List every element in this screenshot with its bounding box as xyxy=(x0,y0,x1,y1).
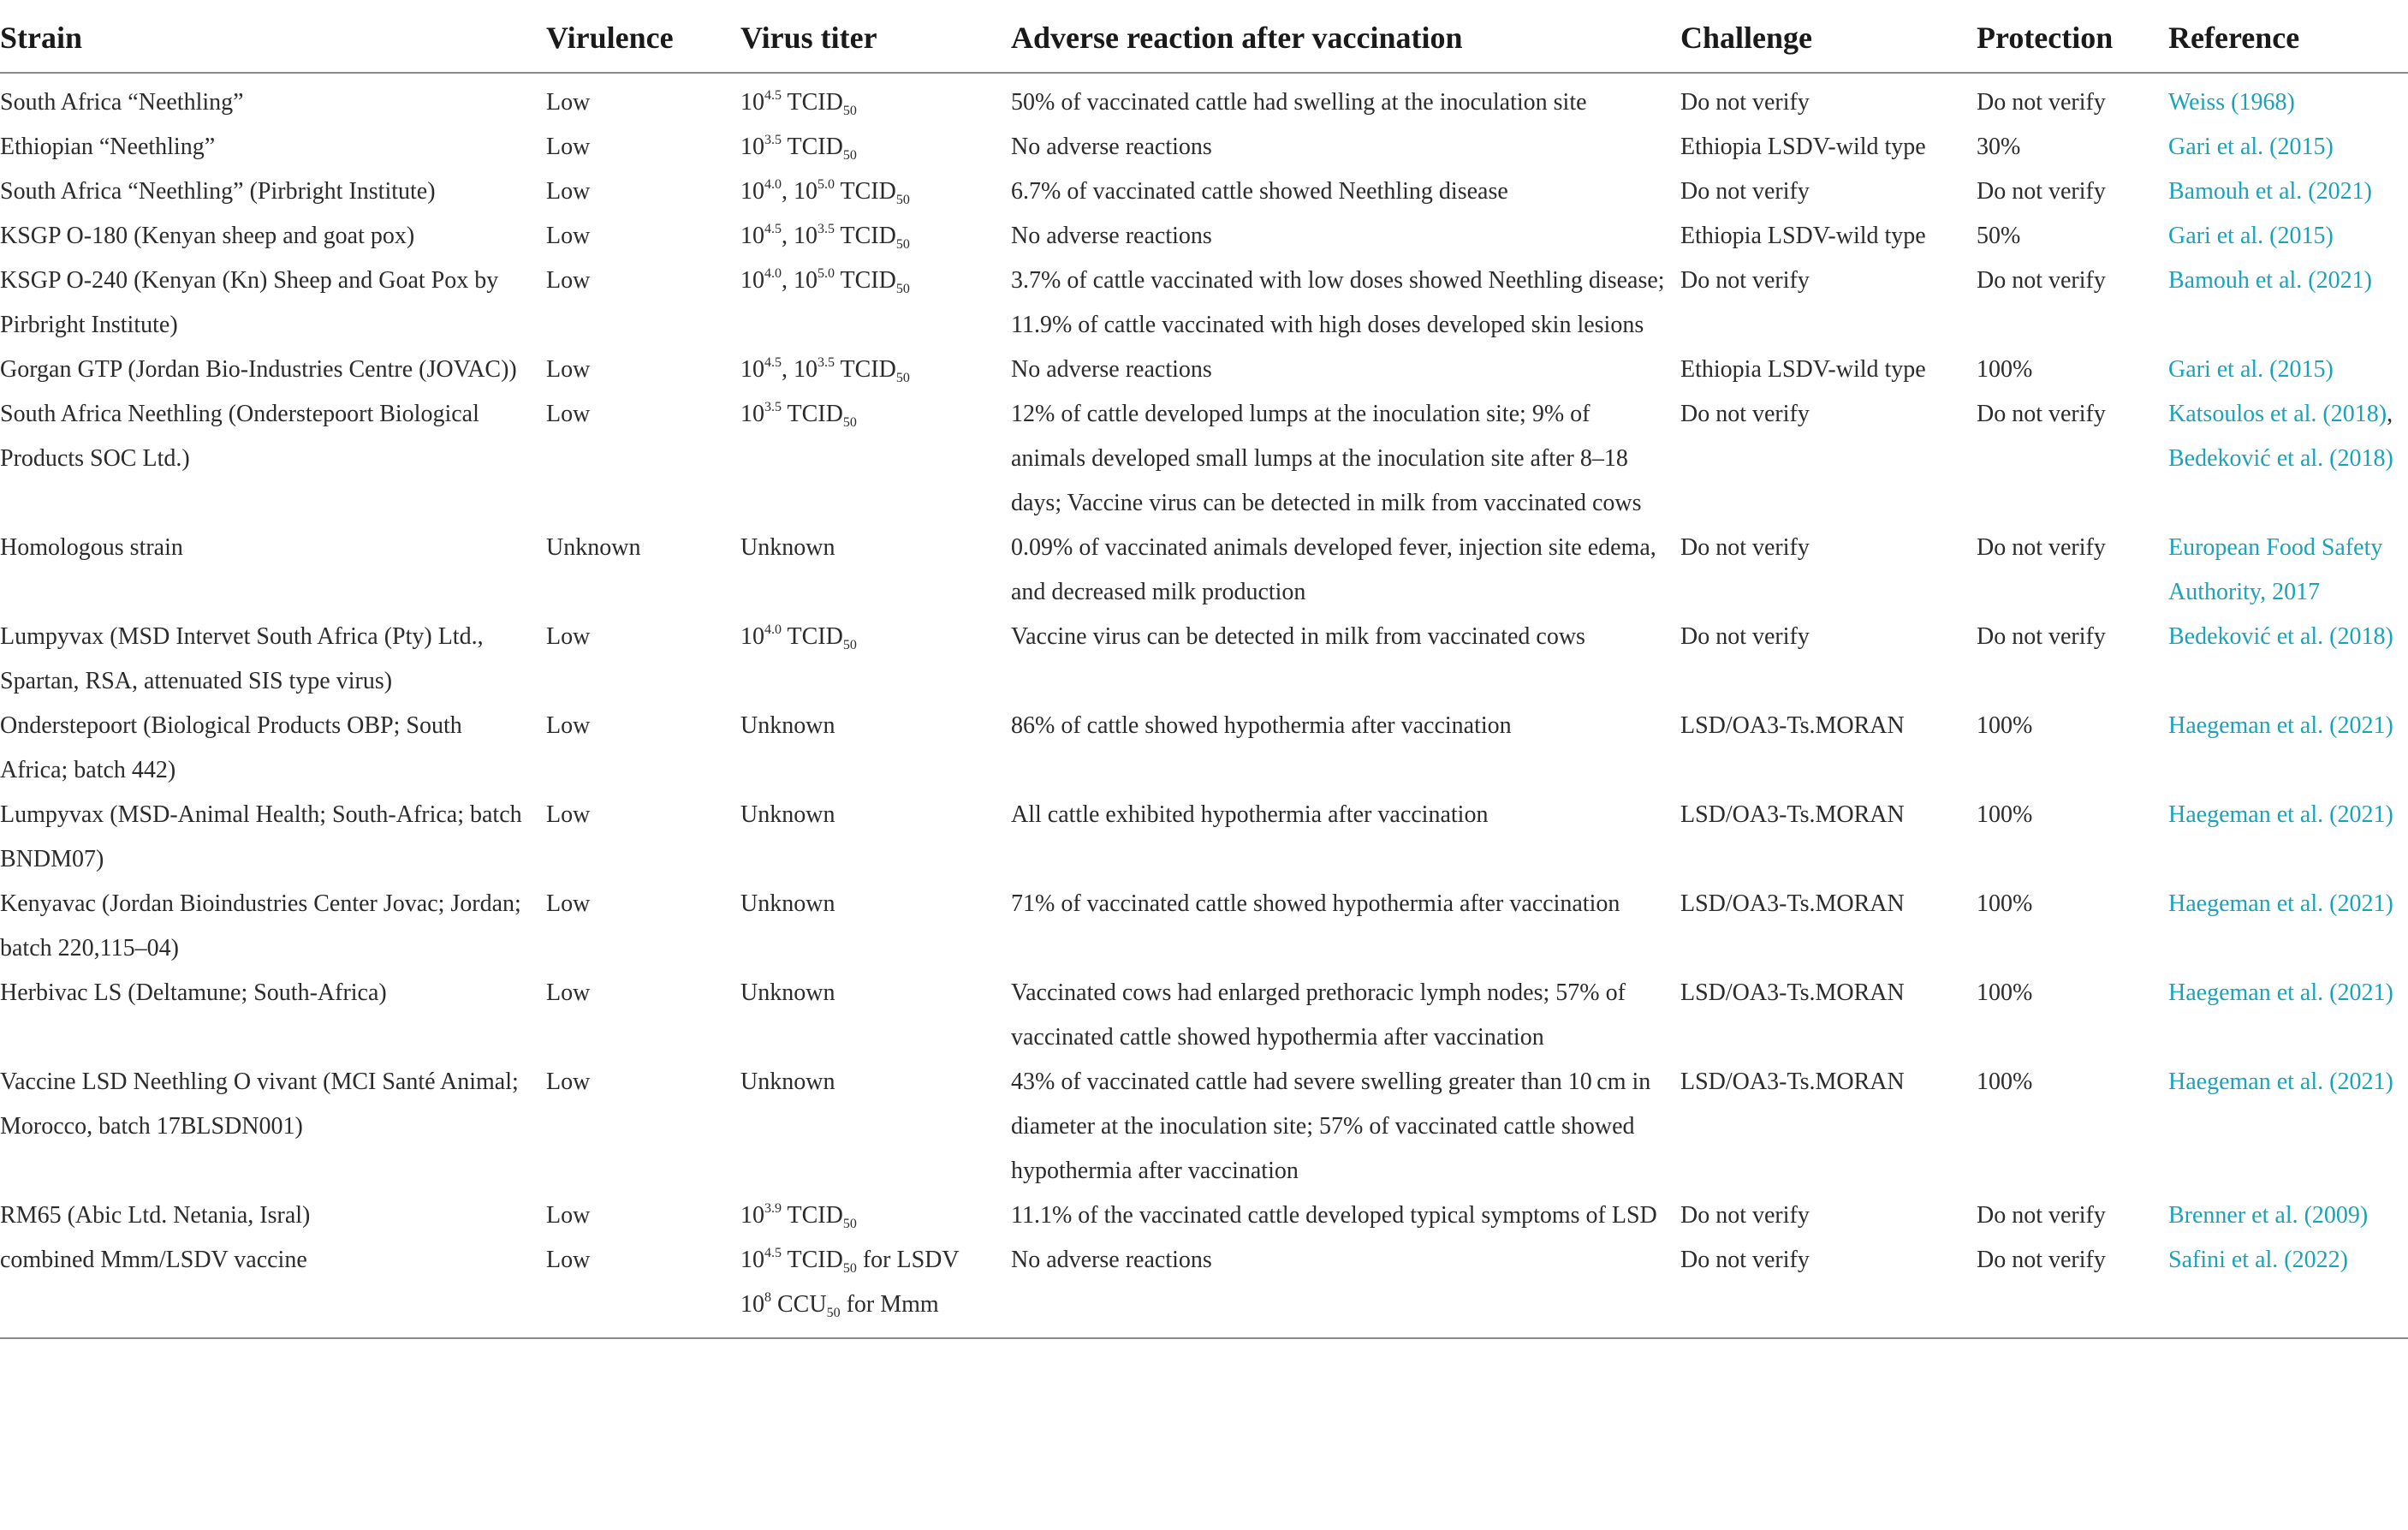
cell-strain: Gorgan GTP (Jordan Bio-Industries Centre (JOVAC)) xyxy=(0,356,517,383)
cell-challenge: Do not verify xyxy=(1680,1202,1810,1229)
cell-virulence: Low xyxy=(546,712,591,739)
cell-protection: Do not verify xyxy=(1977,623,2106,650)
cell-adverse-reaction: 0.09% of vaccinated animals developed fever, injection site edema, and decreased milk production xyxy=(1011,534,1656,605)
titer-base: 10 xyxy=(740,178,764,205)
reference-link[interactable]: Gari et al. (2015) xyxy=(2168,356,2334,383)
titer-line xyxy=(740,348,1011,392)
cell-adverse-reaction: 11.1% of the vaccinated cattle developed typical symptoms of LSD xyxy=(1011,1202,1657,1229)
titer-unit-subscript: 50 xyxy=(895,193,910,207)
table-row xyxy=(0,1194,2408,1238)
titer-exponent: 5.0 xyxy=(818,266,835,281)
titer-base: 10 xyxy=(740,89,764,116)
cell-strain: Ethiopian “Neethling” xyxy=(0,134,216,160)
header-virulence: Virulence xyxy=(546,0,740,73)
cell-challenge: LSD/OA3-Ts.MORAN xyxy=(1680,801,1905,828)
cell-strain: South Africa “Neethling” (Pirbright Institute) xyxy=(0,178,436,205)
titer-unit: TCID xyxy=(787,1247,843,1273)
cell-challenge: LSD/OA3-Ts.MORAN xyxy=(1680,979,1905,1006)
titer-base: 10 xyxy=(740,223,764,249)
cell-reference xyxy=(2168,392,2408,526)
titer-line xyxy=(740,1238,1011,1283)
header-strain: Strain xyxy=(0,0,546,73)
cell-reference xyxy=(2168,882,2408,971)
cell-protection: 100% xyxy=(1977,801,2033,828)
cell-reference xyxy=(2168,1060,2408,1194)
titer-exponent: 5.0 xyxy=(818,177,835,192)
cell-challenge: Do not verify xyxy=(1680,401,1810,427)
cell-protection: Do not verify xyxy=(1977,534,2106,561)
cell-protection: 100% xyxy=(1977,890,2033,917)
cell-adverse-reaction: 43% of vaccinated cattle had severe swelling greater than 10 cm in diameter at the inoculation site; 57% of vaccinated cattle showed hypothermia after vaccination xyxy=(1011,1069,1651,1184)
cell-virus-titer xyxy=(740,615,1011,704)
bottom-rule xyxy=(0,1338,2408,1342)
titer-line xyxy=(740,170,1011,214)
cell-virulence: Low xyxy=(546,356,591,383)
cell-virus-titer xyxy=(740,125,1011,170)
titer-exponent: 3.5 xyxy=(818,355,835,370)
titer-unit: TCID xyxy=(840,223,896,249)
cell-strain: KSGP O-240 (Kenyan (Kn) Sheep and Goat Pox by Pirbright Institute) xyxy=(0,267,499,338)
titer-unit: TCID xyxy=(840,267,896,294)
table-row xyxy=(0,348,2408,392)
cell-virulence: Low xyxy=(546,801,591,828)
reference-link[interactable]: Haegeman et al. (2021) xyxy=(2168,801,2393,828)
table-body xyxy=(0,73,2408,1338)
titer-exponent: 4.5 xyxy=(764,1246,782,1260)
titer-base: 10 xyxy=(794,356,818,383)
cell-reference xyxy=(2168,259,2408,348)
reference-link[interactable]: Gari et al. (2015) xyxy=(2168,134,2334,160)
titer-exponent: 3.9 xyxy=(764,1201,782,1216)
reference-link[interactable]: Haegeman et al. (2021) xyxy=(2168,979,2393,1006)
cell-protection: 100% xyxy=(1977,1069,2033,1095)
reference-link[interactable]: Gari et al. (2015) xyxy=(2168,223,2334,249)
cell-virus-titer: Unknown xyxy=(740,712,835,739)
cell-challenge: Do not verify xyxy=(1680,534,1810,561)
titer-unit-subscript: 50 xyxy=(842,148,857,163)
titer-base: 10 xyxy=(740,1247,764,1273)
cell-challenge: Ethiopia LSDV-wild type xyxy=(1680,223,1926,249)
table-row xyxy=(0,392,2408,526)
titer-exponent: 3.5 xyxy=(764,133,782,147)
titer-exponent: 4.5 xyxy=(764,222,782,236)
titer-unit: CCU xyxy=(777,1291,827,1318)
titer-separator: , xyxy=(782,267,794,294)
reference-link[interactable]: European Food Safety Authority, 2017 xyxy=(2168,534,2383,605)
titer-unit: TCID xyxy=(787,401,843,427)
titer-base: 10 xyxy=(740,134,764,160)
titer-unit: TCID xyxy=(840,356,896,383)
cell-virus-titer: Unknown xyxy=(740,1069,835,1095)
cell-virus-titer xyxy=(740,1238,1011,1338)
cell-virulence: Low xyxy=(546,223,591,249)
cell-adverse-reaction: All cattle exhibited hypothermia after vaccination xyxy=(1011,801,1489,828)
table-row xyxy=(0,73,2408,125)
reference-link[interactable]: Bamouh et al. (2021) xyxy=(2168,267,2372,294)
titer-base: 10 xyxy=(740,267,764,294)
cell-virulence: Low xyxy=(546,134,591,160)
cell-protection: 100% xyxy=(1977,979,2033,1006)
cell-adverse-reaction: 86% of cattle showed hypothermia after vaccination xyxy=(1011,712,1512,739)
cell-strain: Vaccine LSD Neethling O vivant (MCI Santé Animal; Morocco, batch 17BLSDN001) xyxy=(0,1069,519,1140)
cell-challenge: LSD/OA3-Ts.MORAN xyxy=(1680,1069,1905,1095)
titer-line xyxy=(740,1283,1011,1327)
cell-virus-titer xyxy=(740,1194,1011,1238)
cell-protection: 30% xyxy=(1977,134,2021,160)
titer-unit: TCID xyxy=(787,89,843,116)
cell-strain: Kenyavac (Jordan Bioindustries Center Jovac; Jordan; batch 220,115–04) xyxy=(0,890,521,961)
cell-virulence: Low xyxy=(546,979,591,1006)
table-row xyxy=(0,615,2408,704)
cell-protection: Do not verify xyxy=(1977,267,2106,294)
table-row xyxy=(0,971,2408,1060)
titer-separator: , xyxy=(782,356,794,383)
titer-suffix: for LSDV xyxy=(856,1247,960,1273)
cell-reference xyxy=(2168,214,2408,259)
titer-line xyxy=(740,214,1011,259)
cell-strain: Onderstepoort (Biological Products OBP; South Africa; batch 442) xyxy=(0,712,462,783)
cell-virus-titer xyxy=(740,214,1011,259)
cell-adverse-reaction: 6.7% of vaccinated cattle showed Neethling disease xyxy=(1011,178,1508,205)
titer-exponent: 4.5 xyxy=(764,88,782,103)
reference-link[interactable]: Katsoulos et al. (2018) xyxy=(2168,401,2387,427)
titer-base: 10 xyxy=(740,401,764,427)
reference-comma: , xyxy=(2387,401,2393,427)
titer-exponent: 4.0 xyxy=(764,622,782,637)
cell-virus-titer: Unknown xyxy=(740,890,835,917)
cell-challenge: LSD/OA3-Ts.MORAN xyxy=(1680,890,1905,917)
cell-adverse-reaction: 3.7% of cattle vaccinated with low doses showed Neethling disease; 11.9% of cattle vaccinated with high doses developed skin lesions xyxy=(1011,267,1665,338)
cell-virulence: Low xyxy=(546,623,591,650)
cell-challenge: Do not verify xyxy=(1680,178,1810,205)
reference-link[interactable]: Haegeman et al. (2021) xyxy=(2168,1069,2393,1095)
cell-adverse-reaction: No adverse reactions xyxy=(1011,356,1212,383)
cell-protection: 50% xyxy=(1977,223,2021,249)
cell-challenge: Ethiopia LSDV-wild type xyxy=(1680,134,1926,160)
titer-suffix: for Mmm xyxy=(840,1291,939,1318)
reference-link[interactable]: Haegeman et al. (2021) xyxy=(2168,712,2393,739)
table-row xyxy=(0,793,2408,882)
cell-reference xyxy=(2168,1238,2408,1338)
cell-strain: Lumpyvax (MSD-Animal Health; South-Africa; batch BNDM07) xyxy=(0,801,522,872)
cell-reference xyxy=(2168,125,2408,170)
table-row xyxy=(0,259,2408,348)
cell-protection: Do not verify xyxy=(1977,89,2106,116)
cell-virus-titer xyxy=(740,170,1011,214)
cell-protection: Do not verify xyxy=(1977,1247,2106,1273)
titer-unit-subscript: 50 xyxy=(842,415,857,430)
table-row xyxy=(0,214,2408,259)
cell-virulence: Unknown xyxy=(546,534,641,561)
cell-adverse-reaction: Vaccinated cows had enlarged prethoracic lymph nodes; 57% of vaccinated cattle showed hypothermia after vaccination xyxy=(1011,979,1626,1051)
cell-strain: Herbivac LS (Deltamune; South-Africa) xyxy=(0,979,387,1006)
table-row xyxy=(0,170,2408,214)
cell-challenge: Do not verify xyxy=(1680,1247,1810,1273)
cell-virus-titer: Unknown xyxy=(740,534,835,561)
cell-virus-titer xyxy=(740,73,1011,125)
cell-reference xyxy=(2168,526,2408,615)
cell-adverse-reaction: No adverse reactions xyxy=(1011,134,1212,160)
titer-separator: , xyxy=(782,178,794,205)
titer-unit-subscript: 50 xyxy=(842,104,857,118)
titer-unit-subscript: 50 xyxy=(826,1306,841,1320)
titer-unit: TCID xyxy=(787,623,843,650)
titer-unit-subscript: 50 xyxy=(895,282,910,296)
titer-line xyxy=(740,80,1011,125)
titer-exponent: 3.5 xyxy=(764,400,782,414)
titer-exponent: 8 xyxy=(764,1290,771,1305)
cell-virus-titer xyxy=(740,392,1011,526)
table-row xyxy=(0,1238,2408,1338)
titer-base: 10 xyxy=(794,178,818,205)
cell-reference xyxy=(2168,170,2408,214)
cell-virulence: Low xyxy=(546,401,591,427)
cell-strain: Lumpyvax (MSD Intervet South Africa (Pty) Ltd., Spartan, RSA, attenuated SIS type virus) xyxy=(0,623,484,694)
titer-unit-subscript: 50 xyxy=(895,371,910,385)
cell-strain: South Africa Neethling (Onderstepoort Biological Products SOC Ltd.) xyxy=(0,401,479,472)
titer-unit: TCID xyxy=(840,178,896,205)
cell-virulence: Low xyxy=(546,1202,591,1229)
titer-exponent: 4.0 xyxy=(764,177,782,192)
cell-strain: Homologous strain xyxy=(0,534,183,561)
titer-line xyxy=(740,125,1011,170)
cell-virulence: Low xyxy=(546,89,591,116)
cell-protection: 100% xyxy=(1977,356,2033,383)
cell-adverse-reaction: 12% of cattle developed lumps at the inoculation site; 9% of animals developed small lumps at the inoculation site after 8–18 days; Vaccine virus can be detected in milk from vaccinated cows xyxy=(1011,401,1642,516)
cell-adverse-reaction: No adverse reactions xyxy=(1011,1247,1212,1273)
cell-virulence: Low xyxy=(546,890,591,917)
reference-link[interactable]: Safini et al. (2022) xyxy=(2168,1247,2348,1273)
titer-unit-subscript: 50 xyxy=(842,1261,857,1276)
table-row xyxy=(0,1060,2408,1194)
titer-unit: TCID xyxy=(787,134,843,160)
titer-unit-subscript: 50 xyxy=(842,1217,857,1231)
table-row xyxy=(0,882,2408,971)
header-virus-titer: Virus titer xyxy=(740,0,1011,73)
table-header-row xyxy=(0,0,2408,73)
cell-virulence: Low xyxy=(546,267,591,294)
reference-link[interactable]: Brenner et al. (2009) xyxy=(2168,1202,2369,1229)
table-row xyxy=(0,526,2408,615)
titer-base: 10 xyxy=(740,356,764,383)
cell-reference xyxy=(2168,971,2408,1060)
reference-link[interactable]: Haegeman et al. (2021) xyxy=(2168,890,2393,917)
table-row xyxy=(0,125,2408,170)
cell-virulence: Low xyxy=(546,1247,591,1273)
cell-adverse-reaction: 71% of vaccinated cattle showed hypothermia after vaccination xyxy=(1011,890,1620,917)
cell-challenge: Ethiopia LSDV-wild type xyxy=(1680,356,1926,383)
titer-base: 10 xyxy=(740,1202,764,1229)
cell-virus-titer: Unknown xyxy=(740,801,835,828)
cell-challenge: Do not verify xyxy=(1680,623,1810,650)
cell-protection: Do not verify xyxy=(1977,401,2106,427)
reference-link[interactable]: Bamouh et al. (2021) xyxy=(2168,178,2372,205)
cell-adverse-reaction: Vaccine virus can be detected in milk from vaccinated cows xyxy=(1011,623,1585,650)
cell-reference xyxy=(2168,793,2408,882)
header-adverse-reaction: Adverse reaction after vaccination xyxy=(1011,0,1680,73)
cell-strain: KSGP O-180 (Kenyan sheep and goat pox) xyxy=(0,223,415,249)
cell-virulence: Low xyxy=(546,178,591,205)
cell-protection: Do not verify xyxy=(1977,1202,2106,1229)
titer-line xyxy=(740,392,1011,437)
titer-exponent: 4.5 xyxy=(764,355,782,370)
cell-challenge: LSD/OA3-Ts.MORAN xyxy=(1680,712,1905,739)
header-protection: Protection xyxy=(1977,0,2168,73)
reference-link[interactable]: Weiss (1968) xyxy=(2168,89,2295,116)
reference-link[interactable]: Bedeković et al. (2018) xyxy=(2168,445,2393,472)
reference-link[interactable]: Bedeković et al. (2018) xyxy=(2168,623,2393,650)
cell-reference xyxy=(2168,348,2408,392)
titer-line xyxy=(740,1194,1011,1238)
table-row xyxy=(0,704,2408,793)
titer-base: 10 xyxy=(740,623,764,650)
cell-reference xyxy=(2168,73,2408,125)
cell-strain: RM65 (Abic Ltd. Netania, Isral) xyxy=(0,1202,311,1229)
table-bottom-rule xyxy=(0,1338,2408,1342)
cell-protection: Do not verify xyxy=(1977,178,2106,205)
cell-challenge: Do not verify xyxy=(1680,267,1810,294)
titer-unit-subscript: 50 xyxy=(842,638,857,652)
cell-protection: 100% xyxy=(1977,712,2033,739)
titer-line xyxy=(740,615,1011,659)
titer-exponent: 4.0 xyxy=(764,266,782,281)
header-reference: Reference xyxy=(2168,0,2408,73)
titer-base: 10 xyxy=(740,1291,764,1318)
cell-adverse-reaction: No adverse reactions xyxy=(1011,223,1212,249)
titer-separator: , xyxy=(782,223,794,249)
cell-adverse-reaction: 50% of vaccinated cattle had swelling at the inoculation site xyxy=(1011,89,1587,116)
cell-virus-titer: Unknown xyxy=(740,979,835,1006)
cell-virus-titer xyxy=(740,348,1011,392)
cell-challenge: Do not verify xyxy=(1680,89,1810,116)
titer-base: 10 xyxy=(794,223,818,249)
titer-exponent: 3.5 xyxy=(818,222,835,236)
cell-reference xyxy=(2168,615,2408,704)
titer-unit-subscript: 50 xyxy=(895,237,910,252)
cell-virus-titer xyxy=(740,259,1011,348)
header-challenge: Challenge xyxy=(1680,0,1977,73)
titer-line xyxy=(740,259,1011,303)
titer-base: 10 xyxy=(794,267,818,294)
cell-virulence: Low xyxy=(546,1069,591,1095)
cell-strain: South Africa “Neethling” xyxy=(0,89,244,116)
cell-reference xyxy=(2168,1194,2408,1238)
cell-strain: combined Mmm/LSDV vaccine xyxy=(0,1247,307,1273)
cell-reference xyxy=(2168,704,2408,793)
titer-unit: TCID xyxy=(787,1202,843,1229)
